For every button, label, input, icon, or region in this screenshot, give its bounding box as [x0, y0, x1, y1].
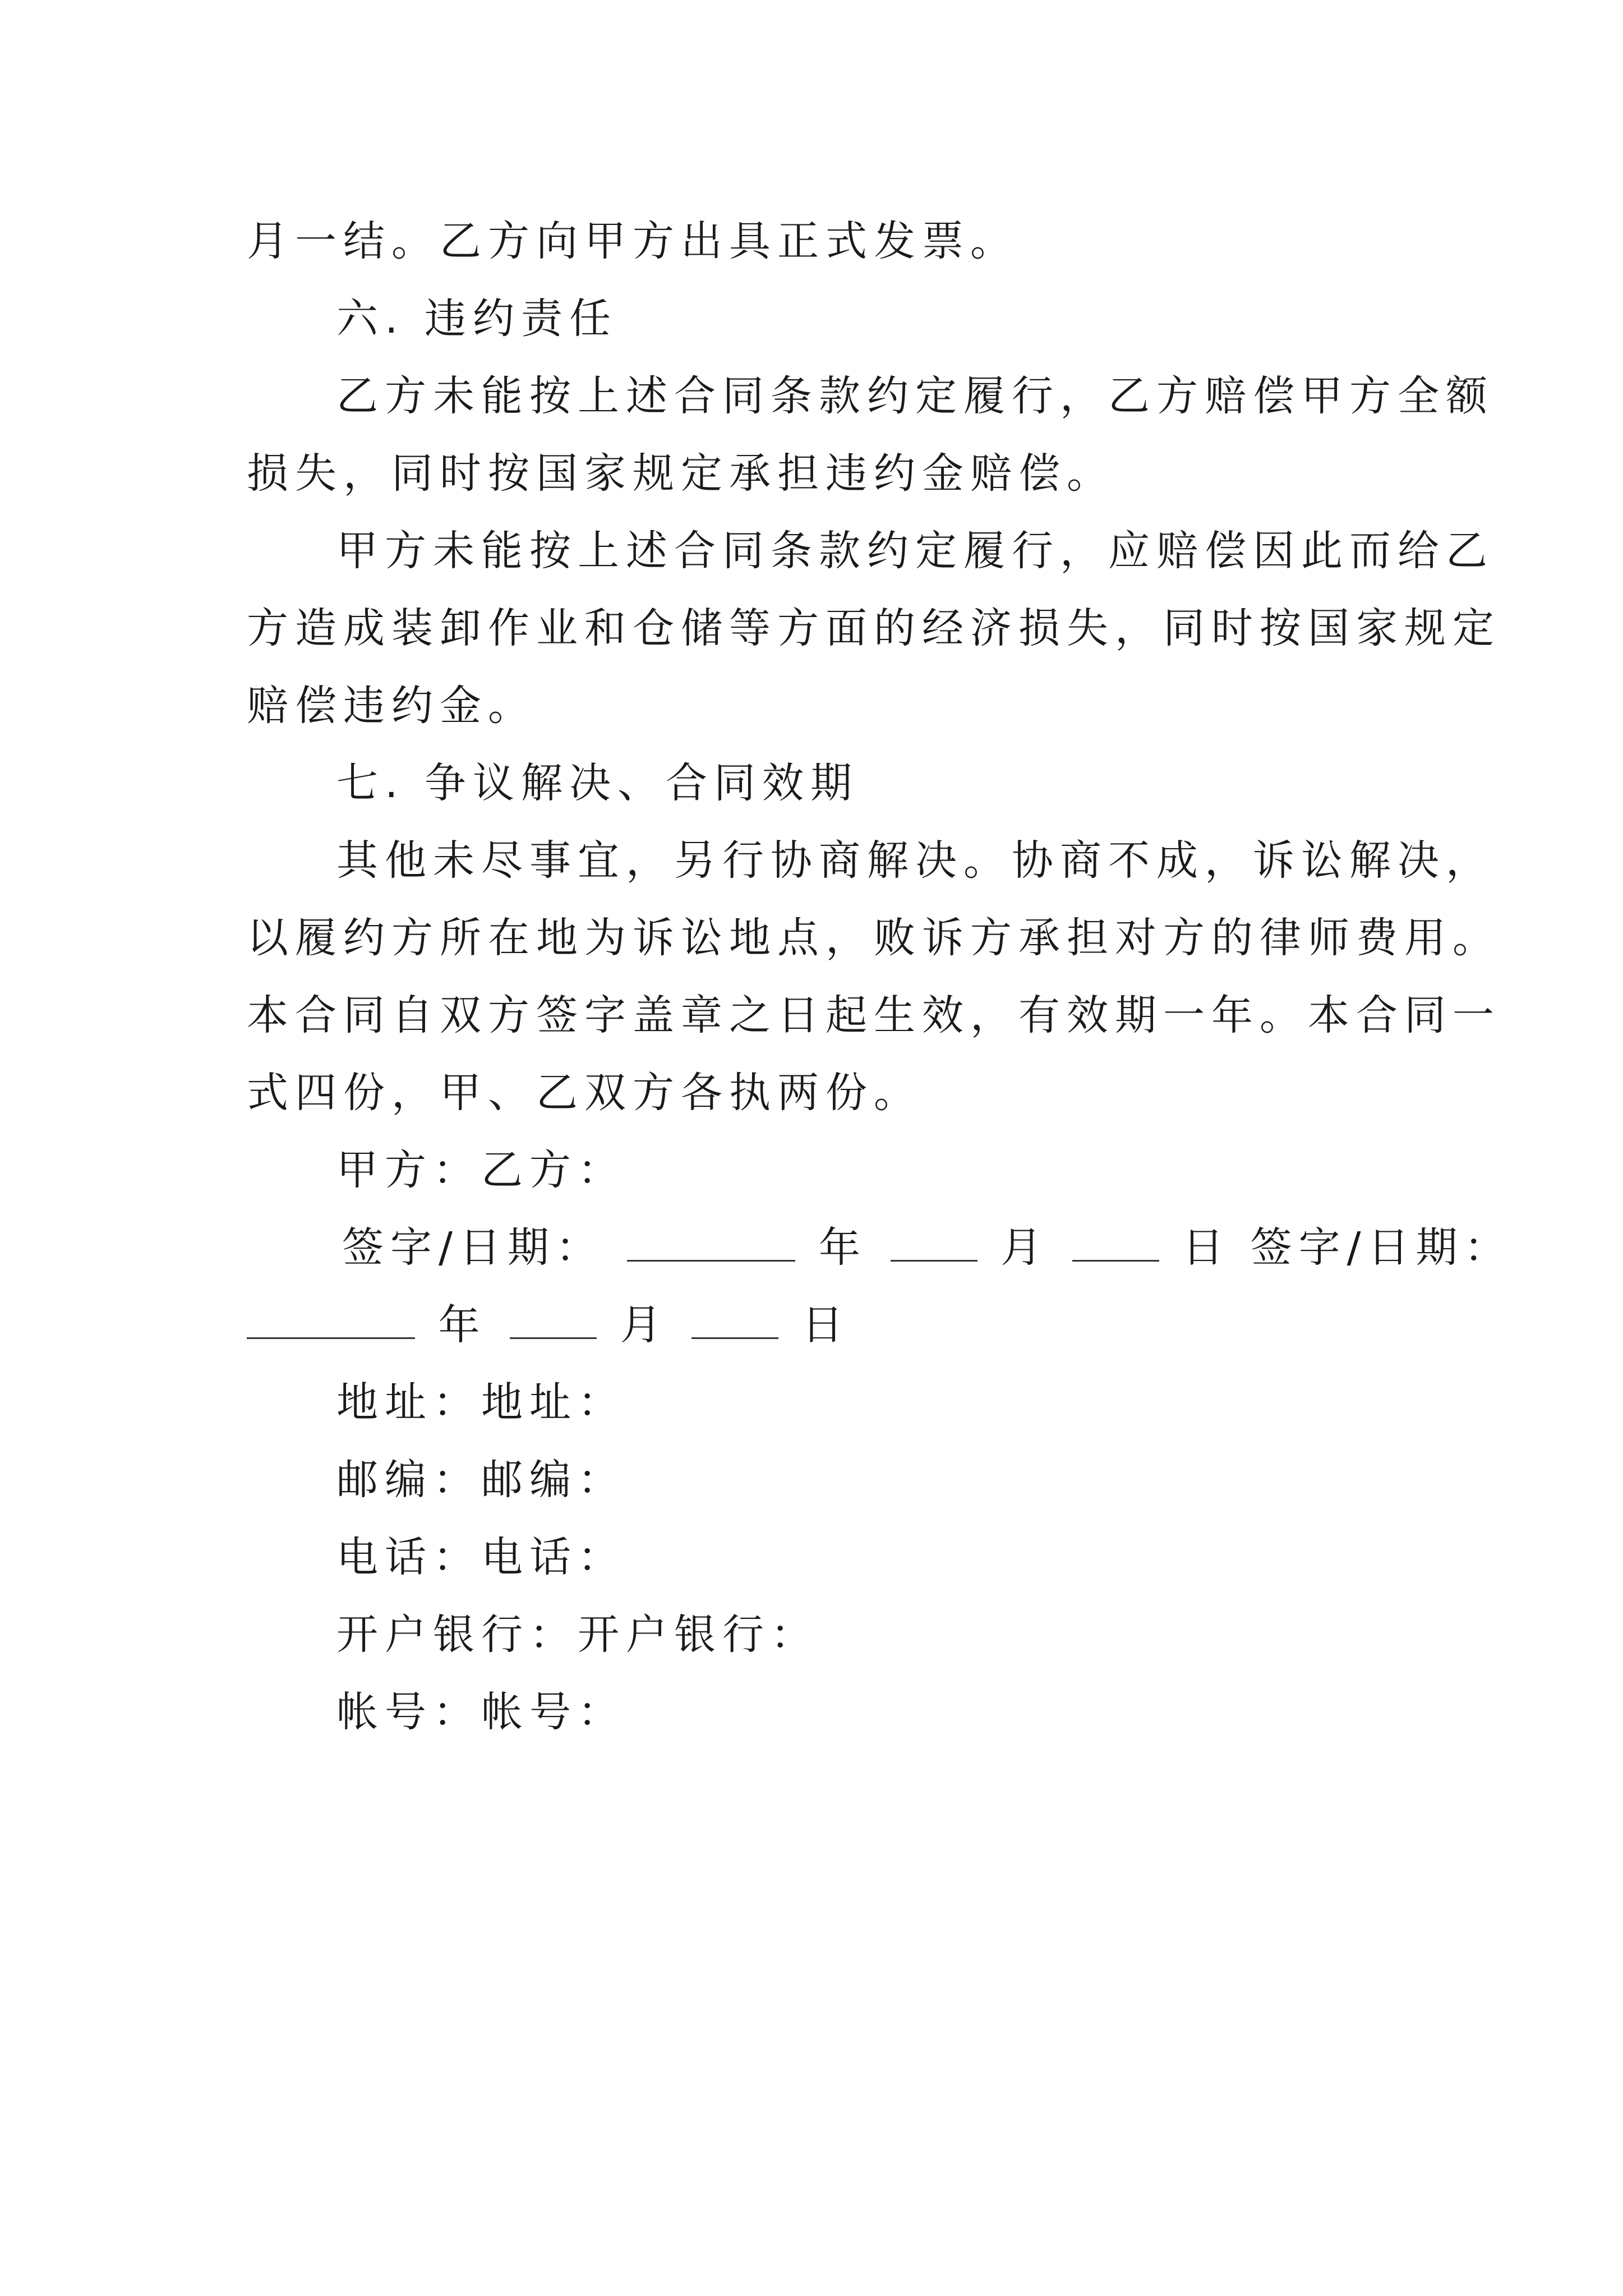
day-blank-a[interactable] — [1072, 1221, 1159, 1262]
section-6-heading: 六. 违约责任 — [336, 295, 618, 343]
section-7-paragraph-line-3: 本合同自双方签字盖章之日起生效，有效期一年。本合同一 — [247, 991, 1501, 1039]
paragraph-intro-tail: 月一结。乙方向甲方出具正式发票。 — [247, 217, 1018, 265]
postcode-field: 邮编：邮编： — [336, 1456, 626, 1504]
day-blank-b[interactable] — [691, 1298, 778, 1339]
month-blank-a[interactable] — [891, 1221, 978, 1262]
section-7-heading: 七. 争议解决、合同效期 — [336, 759, 859, 807]
account-field: 帐号：帐号： — [336, 1688, 626, 1736]
section-7-paragraph-line-2: 以履约方所在地为诉讼地点，败诉方承担对方的律师费用。 — [247, 914, 1501, 962]
month-blank-b[interactable] — [510, 1298, 597, 1339]
phone-field: 电话：电话： — [336, 1533, 626, 1581]
signature-parties: 甲方：乙方： — [336, 1146, 626, 1194]
month-label-a: 月 — [1000, 1223, 1049, 1272]
sign-date-label-b: 签字/日期： — [1250, 1223, 1513, 1272]
signature-date-line-1 — [342, 1220, 1513, 1276]
section-6-paragraph-2-line-2: 方造成装卸作业和仓储等方面的经济损失，同时按国家规定 — [247, 604, 1501, 652]
day-label-b: 日 — [801, 1301, 850, 1349]
section-6-paragraph-1-line-2: 损失，同时按国家规定承担违约金赔偿。 — [247, 449, 1115, 498]
day-label-a: 日 — [1182, 1223, 1231, 1272]
address-field: 地址：地址： — [336, 1378, 626, 1427]
year-label-b: 年 — [438, 1301, 487, 1349]
signature-date-line-2 — [247, 1297, 850, 1353]
month-label-b: 月 — [620, 1301, 668, 1349]
sign-date-label-a: 签字/日期： — [342, 1223, 604, 1272]
year-blank-a[interactable] — [627, 1221, 795, 1262]
section-6-paragraph-2-line-3: 赔偿违约金。 — [247, 682, 536, 730]
year-label-a: 年 — [819, 1223, 867, 1272]
section-7-paragraph-line-4: 式四份，甲、乙双方各执两份。 — [247, 1069, 922, 1117]
section-7-paragraph-line-1: 其他未尽事宜，另行协商解决。协商不成，诉讼解决， — [336, 836, 1494, 885]
section-6-paragraph-2-line-1: 甲方未能按上述合同条款约定履行，应赔偿因此而给乙 — [336, 527, 1494, 575]
section-6-paragraph-1-line-1: 乙方未能按上述合同条款约定履行，乙方赔偿甲方全额 — [336, 372, 1494, 420]
year-blank-b[interactable] — [247, 1298, 415, 1339]
bank-field: 开户银行：开户银行： — [336, 1611, 819, 1659]
